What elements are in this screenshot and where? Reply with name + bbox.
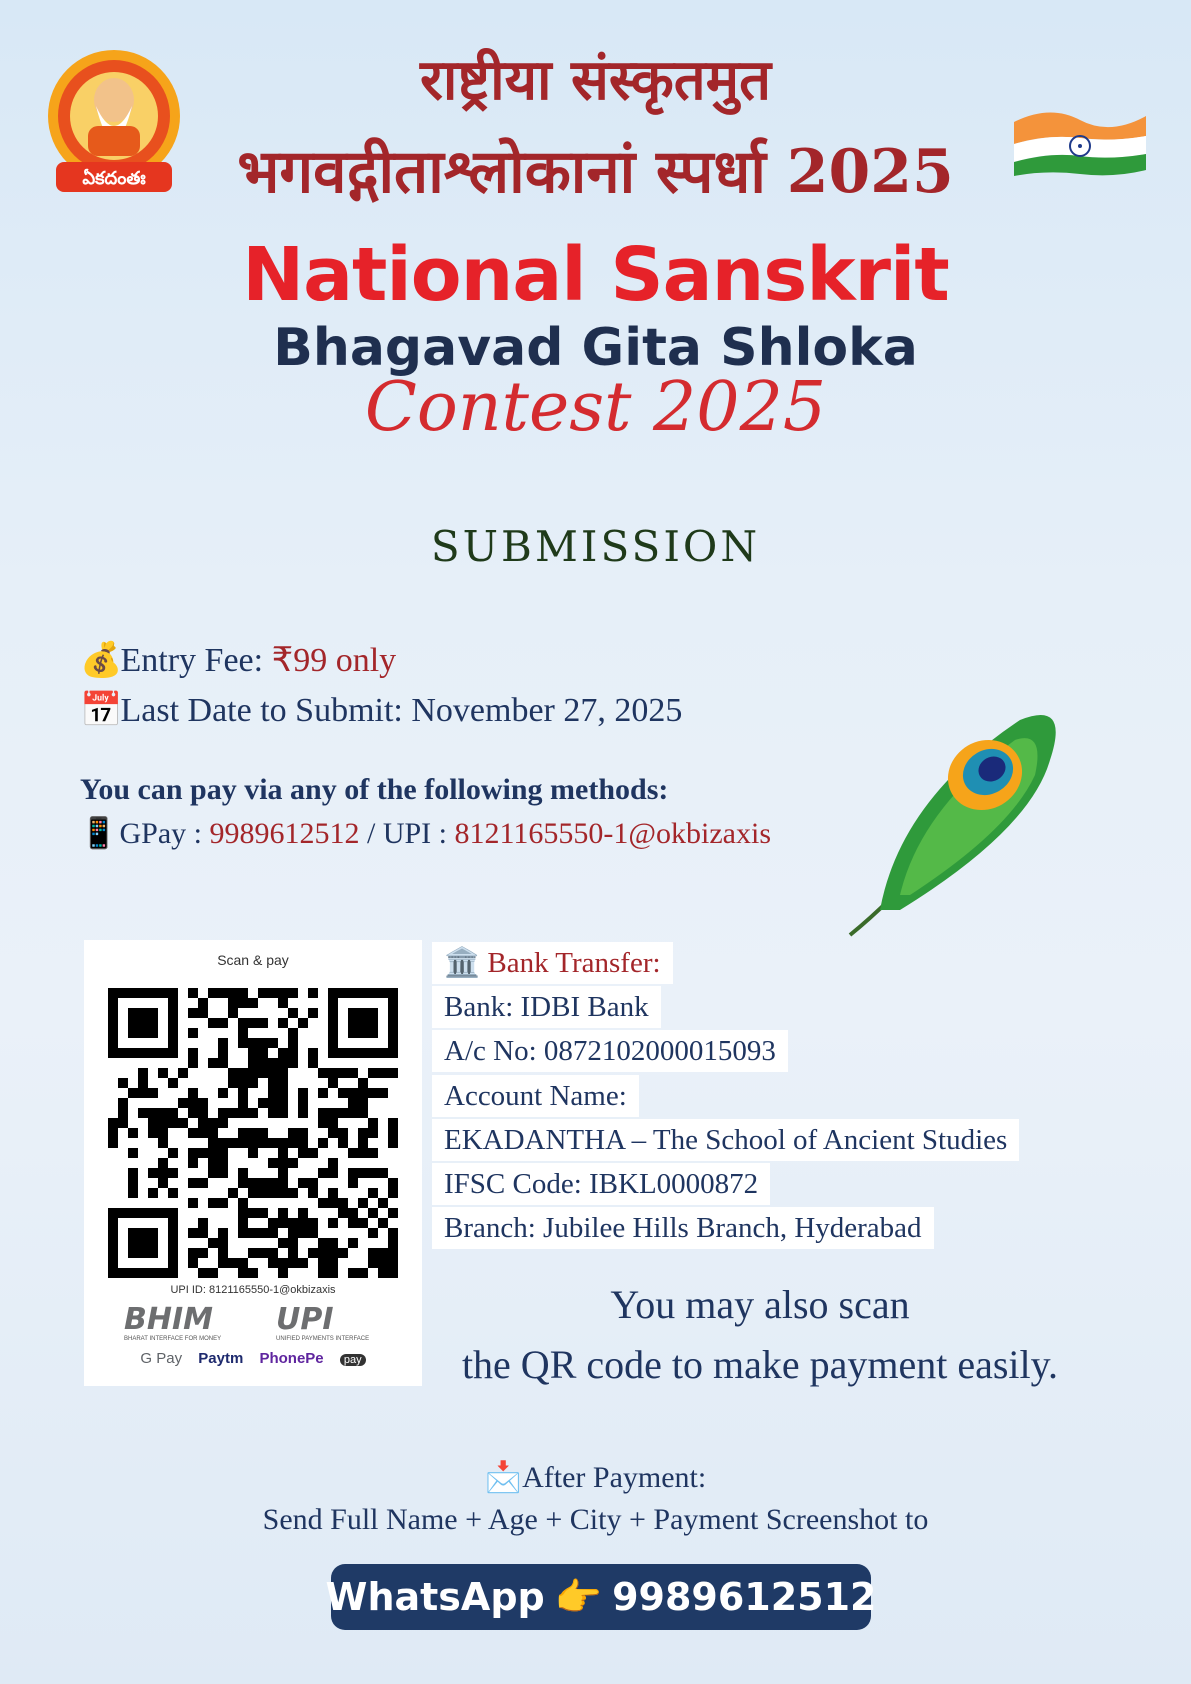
phonepe-app-logo: PhonePe: [259, 1350, 324, 1367]
account-name-label: Account Name:: [432, 1075, 639, 1117]
bank-transfer-label: Bank Transfer:: [487, 947, 661, 979]
bhim-logo-text: BHIM: [124, 1302, 213, 1337]
qr-code[interactable]: [108, 988, 398, 1278]
scan-note-line2: the QR code to make payment easily.: [461, 1342, 1059, 1387]
whatsapp-contact-button[interactable]: [325, 1564, 877, 1630]
entry-fee-value: ₹99 only: [271, 642, 397, 679]
after-payment-label: After Payment:: [522, 1461, 707, 1494]
hindi-title-line1: राष्ट्रीया संस्कृतमुत: [419, 47, 772, 113]
pay-app-logo: pay: [340, 1354, 366, 1366]
scan-note: [430, 1275, 1090, 1395]
whatsapp-label: WhatsApp: [325, 1575, 545, 1619]
hindi-title-line2: भगवद्गीताश्लोकानां स्पर्धा 2025: [237, 137, 954, 207]
upi-id: 8121165550-1@okbizaxis: [454, 817, 771, 850]
gpay-number: 9989612512: [209, 817, 360, 850]
gpay-app-logo: G Pay: [140, 1350, 183, 1367]
ifsc-code: IFSC Code: IBKL0000872: [432, 1163, 770, 1205]
qr-payment-card: [84, 940, 422, 1386]
qr-card-title: Scan & pay: [217, 952, 289, 968]
branch: Branch: Jubilee Hills Branch, Hyderabad: [432, 1207, 934, 1249]
peacock-feather-icon: [840, 680, 1070, 940]
entry-fee-label: Entry Fee:: [120, 642, 272, 679]
phone-icon: 📱: [80, 817, 118, 850]
after-payment-heading: [0, 1460, 1191, 1495]
last-date-label: Last Date to Submit: November 27, 2025: [120, 692, 683, 729]
account-number: A/c No: 0872102000015093: [432, 1030, 788, 1072]
english-title-line2: Bhagavad Gita Shloka: [273, 318, 918, 378]
paytm-app-logo: Paytm: [198, 1350, 244, 1367]
bank-icon: 🏛️: [444, 947, 481, 979]
english-title-line3: Contest 2025: [364, 368, 827, 447]
qr-upi-id: UPI ID: 8121165550-1@okbizaxis: [170, 1284, 336, 1296]
payment-apps-row: [84, 1350, 422, 1367]
last-date: [80, 690, 682, 730]
pointing-hand-icon: 👉: [554, 1574, 603, 1619]
gpay-upi-line: [80, 816, 771, 851]
payment-methods-heading: You can pay via any of the following methods:: [80, 773, 669, 806]
account-name-value: EKADANTHA – The School of Ancient Studies: [432, 1119, 1019, 1161]
upi-subtitle: UNIFIED PAYMENTS INTERFACE: [276, 1336, 370, 1342]
envelope-icon: 📩: [484, 1461, 523, 1494]
whatsapp-number: 9989612512: [612, 1575, 877, 1619]
upi-logo-text: UPI: [276, 1302, 334, 1337]
money-bag-icon: 💰: [80, 642, 123, 679]
section-title: SUBMISSION: [430, 522, 761, 571]
calendar-icon: 📅: [80, 692, 123, 729]
english-title-line1: National Sanskrit: [242, 232, 949, 318]
upi-label: / UPI :: [359, 817, 455, 850]
bhim-upi-logo: [124, 1302, 384, 1342]
entry-fee: [80, 640, 396, 680]
after-payment-instructions: Send Full Name + Age + City + Payment Screenshot to: [262, 1503, 929, 1536]
logo-text: ఏకదంతః: [82, 168, 146, 189]
gpay-label: GPay :: [119, 817, 210, 850]
scan-note-line1: You may also scan: [610, 1282, 910, 1327]
bhim-subtitle: BHARAT INTERFACE FOR MONEY: [124, 1336, 222, 1342]
bank-name: Bank: IDBI Bank: [432, 986, 661, 1028]
bank-transfer-heading: [432, 942, 673, 984]
